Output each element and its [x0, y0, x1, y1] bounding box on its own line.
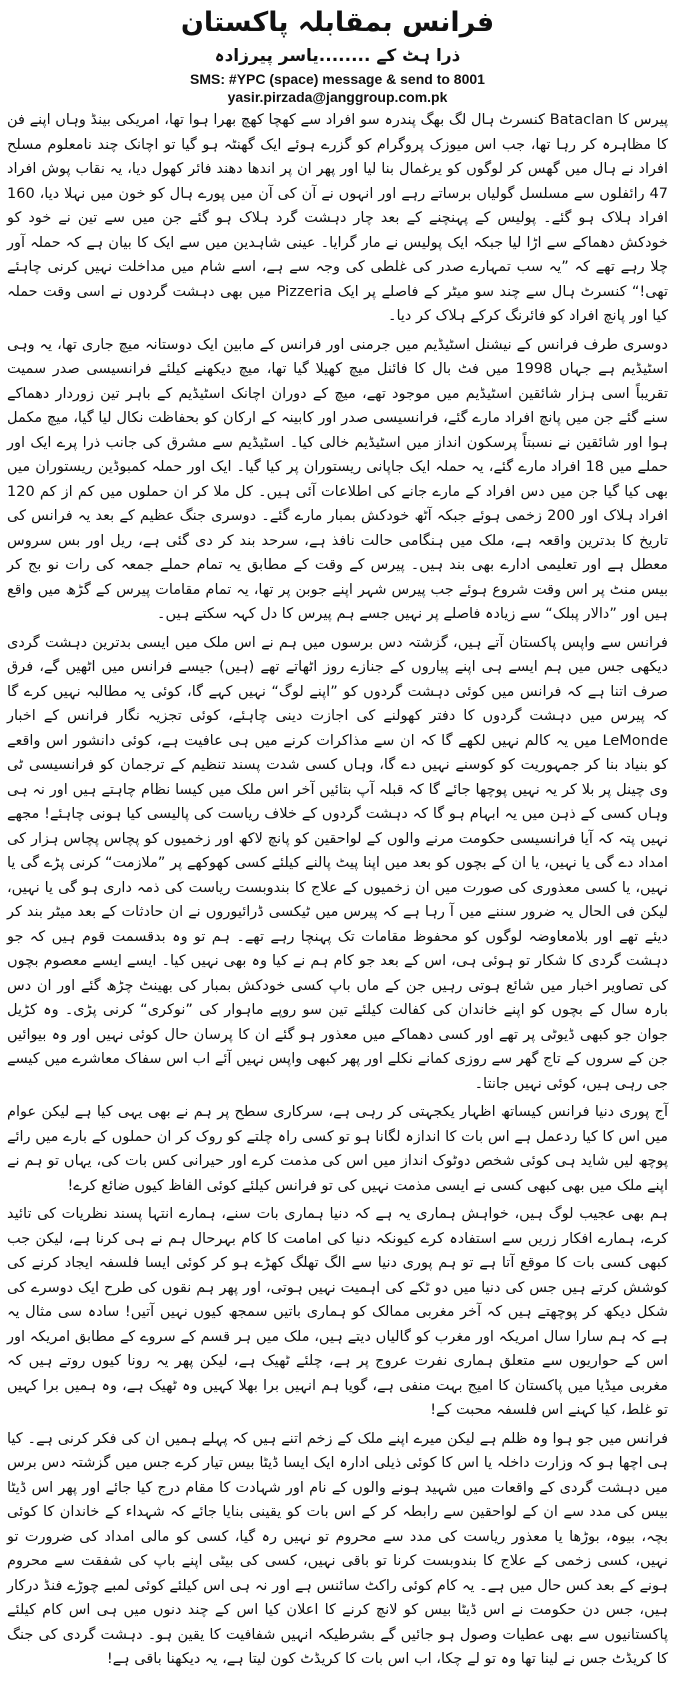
byline: ذرا ہٹ کے ........یاسر پیرزادہ — [214, 46, 461, 66]
article-header — [7, 4, 668, 106]
paragraph-5: ہم بھی عجیب لوگ ہیں، خواہش ہماری یہ ہے کہ دنیا ہماری بات سنے، ہمارے انتہا پسند نظریات کی تائید کرے، ہمارے افکار زریں سے استفادہ کرے کیونکہ دنیا کی امامت کا کام بہرحال ہم نے ہی کرنا ہے، لیکن جب کبھی کسی بات کا موقع آتا ہے تو ہم پوری دنیا سے الگ تھلگ کھڑے ہو کر کوئی ایسا فلسفہ ایجاد کرنے کی کوشش کرتے ہیں جس کی دنیا میں دو ٹکے کی اہمیت نہیں ہوتی، اور پھر ہم نقوں کی طرح ایک دوسرے کی شکل دیکھ کر پوچھتے ہیں کہ آخر مغربی ممالک کو ہماری باتیں سمجھ کیوں نہیں آتیں! سادہ سی مثال یہ ہے کہ ہم سارا سال امریکہ اور مغرب کو گالیاں دیتے ہیں، ملک میں ہر قسم کے سروے کے مطابق امریکہ اور اس کے حواریوں سے متعلق ہماری نفرت عروج پر ہے، چلئے ٹھیک ہے، لیکن پھر یہ رونا کیوں روتے ہیں کہ مغربی میڈیا میں پاکستان کا امیج بہت منفی ہے، گویا ہم انہیں برا بھلا کہیں وہ ٹھیک ہے، وہ ہمیں برا کہیں تو غلط، کیا کہنے اس فلسفہ محبت کے! — [7, 1206, 668, 1418]
article-body — [7, 108, 668, 1672]
paragraph-4: آج پوری دنیا فرانس کیساتھ اظہار یکجہتی کر رہی ہے، سرکاری سطح پر ہم نے بھی یہی کیا ہے لیکن عوام میں اس کا کیا ردعمل ہے اس بات کا اندازہ لگانا ہو تو کسی راہ چلتے کو روک کر ان حملوں کے بارے میں رائے پوچھ لیں شاید ہی کوئی شخص دوٹوک انداز میں اس کی مذمت کرے اور حیرانی کس بات کی، یہاں تو ہم نے اپنے ملک میں بھی کبھی کسی نے ایسی مذمت نہیں کی تو فرانس کیلئے کوئی الفاظ کیوں ضائع کرے! — [7, 1104, 668, 1194]
paragraph-2: دوسری طرف فرانس کے نیشنل اسٹیڈیم میں جرمنی اور فرانس کے مابین ایک دوستانہ میچ جاری تھا، یہ وہی اسٹیڈیم ہے جہاں 1998 میں فٹ بال کا فائنل میچ کھیلا گیا تھا، میچ دیکھنے کیلئے فرانسیسی صدر سمیت تقریباً اسی ہزار شائقین اسٹیڈیم میں موجود تھے، میچ کے دوران اچانک اسٹیڈیم کے باہر تین زوردار دھماکے سنے گئے جن میں پانچ افراد مارے گئے، فرانسیسی صدر اور کابینہ کے ارکان کو بحفاظت نکال لیا گیا، میچ مکمل ہوا اور شائقین نے نسبتاً پرسکون انداز میں اسٹیڈیم خالی کیا۔ اسٹیڈیم سے مشرق کی جانب ذرا پرے ایک اور حملے میں 18 افراد مارے گئے، یہ حملہ ایک جاپانی ریستوران پر کیا گیا۔ ایک اور حملہ کمبوڈین ریستوران میں بھی کیا گیا جن میں دس افراد کے مارے جانے کی اطلاعات آئی ہیں۔ کل ملا کر ان حملوں میں کم از کم 120 افراد ہلاک اور 200 زخمی ہوئے جبکہ آٹھ خودکش بمبار مارے گئے۔ دوسری جنگ عظیم کے بعد یہ فرانس کی تاریخ کا بدترین واقعہ ہے، ملک میں ہنگامی حالت نافذ ہے، سرحد بند کر دی گئی ہے، ریل اور بس سروس معطل ہے اور تعلیمی ادارے بھی بند ہیں۔ پیرس کے وقت کے مطابق یہ تمام حملے جمعہ کی رات نو بج کر بیس منٹ پر اس وقت شروع ہوئے جب پیرس شہر اپنے جوبن پر تھا، یہ تمام مقامات پیرس کے گڑھ میں واقع ہیں اور ”دالار پبلک“ سے زیادہ فاصلے پر نہیں جسے ہم پیرس کا دل کہہ سکتے ہیں۔ — [7, 336, 669, 622]
author-email: yasir.pirzada@janggroup.com.pk — [227, 89, 448, 105]
paragraph-1: پیرس کا Bataclan کنسرٹ ہال لگ بھگ پندرہ سو افراد سے کھچا کھچ بھرا ہوا تھا، امریکی بینڈ وہاں اپنے فن کا مظاہرہ کر رہا تھا، جب اس میوزک پروگرام کو گزرے ہوئے ایک گھنٹہ ہو گیا تو اچانک چند نامعلوم مسلح افراد نے ہال میں گھس کر لوگوں کو یرغمال بنا لیا اور پھر ان پر اندھا دھند فائر کھول دیا، یہ نقاب پوش افراد 47 رائفلوں سے مسلسل گولیاں برساتے رہے اور انہوں نے آن کی آن میں پورے ہال کو خون میں نہلا دیا، 160 افراد ہلاک ہو گئے۔ پولیس کے پہنچنے کے بعد چار دہشت گرد ہلاک ہو گئے جن میں سے تین نے خود کو خودکش دھماکے سے اڑا لیا جبکہ ایک پولیس نے مار گرایا۔ عینی شاہدین میں سے ایک کا بیان ہے کہ حملہ آور چلا رہے تھے کہ ”یہ سب تمہارے صدر کی غلطی کی وجہ سے ہے، اسے شام میں مداخلت نہیں کرنی چاہئے تھی!“ کنسرٹ ہال سے چند سو میٹر کے فاصلے پر ایک Pizzeria میں بھی دہشت گردوں نے اسی وقت حملہ کیا اور پانچ افراد کو فائرنگ کرکے ہلاک کر دیا۔ — [7, 112, 668, 324]
sms-line: SMS: #YPC (space) message & send to 8001 — [190, 71, 485, 87]
headline: فرانس بمقابلہ پاکستان — [180, 7, 495, 38]
paragraph-6: فرانس میں جو ہوا وہ ظلم ہے لیکن میرے اپنے ملک کے زخم اتنے ہیں کہ پہلے ہمیں ان کی فکر کرنی ہے۔ کیا ہی اچھا ہو کہ وزارت داخلہ یا اس کا کوئی ذیلی ادارہ ایک ایسا ڈیٹا بیس تیار کرے جس میں گزشتہ دس برس میں دہشت گردی کے واقعات میں شہید ہونے والوں کے نام اور شہادت کا مقام درج کیا جائے اور پھر اس ڈیٹا بیس کی مدد سے ان کے لواحقین سے رابطہ کر کے اس بات کو یقینی بنایا جائے کہ شہداء کے خاندان کا کوئی بچہ، بیوہ، بوڑھا یا معذور ریاست کی مدد سے محروم تو نہیں رہ گیا، کسی کو مالی امداد کی ضرورت تو نہیں، کسی زخمی کے علاج کا بندوبست کرنا تو باقی نہیں، کسی کی بیٹی اپنے باپ کی شفقت سے محروم ہونے کے بعد کس حال میں ہے۔ یہ کام کوئی راکٹ سائنس ہے اور نہ ہی اس کیلئے کوئی لمبے چوڑے فنڈ درکار ہیں، جس دن حکومت نے اس ڈیٹا بیس کو لانچ کرنے کا اعلان کیا اس کے چند دنوں میں ہی اس کام کیلئے پاکستانیوں سے بھی عطیات وصول ہو جائیں گے بشرطیکہ انہیں شفافیت کا یقین ہو۔ دہشت گردی کی جنگ کا کریڈٹ جس نے لینا تھا وہ تو لے چکا، اب اس بات کا کریڈٹ کون لیتا ہے، یہ دیکھنا باقی ہے! — [7, 1430, 668, 1667]
paragraph-3: فرانس سے واپس پاکستان آتے ہیں، گزشتہ دس برسوں میں ہم نے اس ملک میں ایسی بدترین دہشت گردی دیکھی جس میں ہم ایسے ہی اپنے پیاروں کے جنازے روز اٹھاتے تھے (ہیں) جیسے فرانس میں اٹھیں گے، فرق صرف اتنا ہے کہ فرانس میں کوئی دہشت گردوں کو ”اپنے لوگ“ نہیں کہے گا، کوئی یہ مطالبہ نہیں کرے گا کہ پیرس میں دہشت گردوں کا دفتر کھولنے کی اجازت دینی چاہئے، کوئی تجزیہ نگار فرانس کے اخبار LeMonde میں یہ کالم نہیں لکھے گا کہ ان سے مذاکرات کرنے میں ہی عافیت ہے، کوئی دانشور اس واقعے کو بنیاد بنا کر جمہوریت کو کوسنے نہیں دے گا، وہاں کسی شدت پسند تنظیم کے ترجمان کو فرانسیسی ٹی وی چینل پر بلا کر یہ نہیں پوچھا جائے گا کہ قبلہ آپ بتائیں آخر اس ملک میں کیسا نظام چاہتے ہیں اور نہ ہی وہاں کسی کے ذہن میں یہ ابہام ہو گا کہ دہشت گردوں کے خلاف ریاست کی پالیسی کیا ہونی چاہئے! مجھے نہیں پتہ کہ آیا فرانسیسی حکومت مرنے والوں کے لواحقین کو پانچ لاکھ اور زخمیوں کو پچاس پچاس ہزار کی امداد دے گی یا نہیں، یا ان کے بچوں کو بعد میں اپنا پیٹ پالنے کیلئے کسی کھوکھے پر ”ملازمت“ کرنی پڑے گی یا نہیں، یا کسی معذوری کی صورت میں ان زخمیوں کے علاج کا بندوبست ریاست کی ذمہ داری ہو گی یا نہیں، لیکن فی الحال یہ ضرور سننے میں آ رہا ہے کہ پیرس میں ٹیکسی ڈرائیوروں نے ان حادثات کے بعد میٹر بند کر دیئے تھے اور بلامعاوضہ لوگوں کو محفوظ مقامات تک پہنچا رہے تھے۔ ہم تو وہ بدقسمت قوم ہیں کہ جو دہشت گردی کا شکار تو ہوئی ہی، اس کے بعد جو کام ہم نے کیا وہ بھی نہیں کیا۔ ایسے ایسے معصوم بچوں کی تصاویر اخبار میں شائع ہوتی رہیں جن کے ماں باپ کسی خودکش بمبار کی بھینٹ چڑھ گئے اور ان دس بارہ سال کے بچوں کو اپنے خاندان کی کفالت کیلئے تین سو روپے ماہوار کی ”نوکری“ کرنی پڑی۔ وہ کڑیل جوان جو کبھی ڈیوٹی پر تھے اور کسی دھماکے میں معذور ہو گئے ان کا پرسان حال کوئی نہیں اور وہ بیوائیں جن کے سروں کے تاج گھر سے روزی کمانے نکلے اور پھر کبھی واپس نہیں آئے اب اس سفاک معاشرے میں کیسے جی رہی ہیں، کوئی نہیں جانتا۔ — [7, 634, 668, 1092]
